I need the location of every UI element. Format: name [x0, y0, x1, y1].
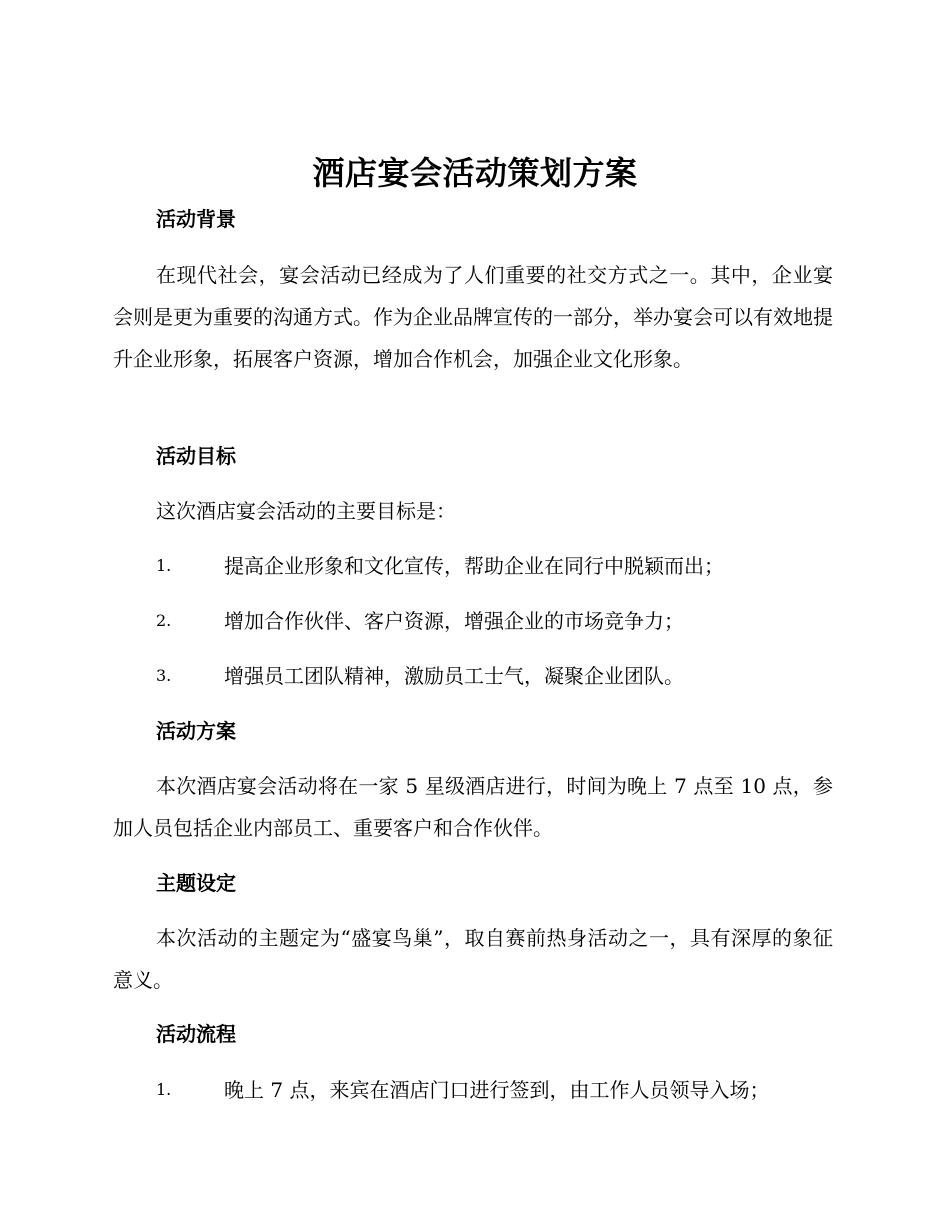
- list-text: 提高企业形象和文化宣传，帮助企业在同行中脱颖而出；: [224, 554, 724, 578]
- list-text: 增强员工团队精神，激励员工士气，凝聚企业团队。: [224, 664, 684, 688]
- list-number: 2.: [156, 611, 172, 630]
- process-list-item: [156, 1075, 856, 1105]
- list-text: 增加合作伙伴、客户资源，增强企业的市场竞争力；: [224, 609, 684, 633]
- list-text: 晚上 7 点，来宾在酒店门口进行签到，由工作人员领导入场；: [224, 1078, 770, 1102]
- document-title: 酒店宴会活动策划方案: [312, 154, 638, 192]
- goal-list-item: [156, 606, 856, 636]
- section-heading-plan: 活动方案: [156, 719, 236, 743]
- goal-list-item: [156, 661, 856, 691]
- section-heading-goals: 活动目标: [156, 444, 236, 468]
- goals-intro: 这次酒店宴会活动的主要目标是：: [156, 499, 456, 523]
- list-number: 3.: [156, 666, 172, 685]
- background-paragraph: 在现代社会，宴会活动已经成为了人们重要的社交方式之一。其中，企业宴会则是更为重要的沟通方式。作为企业品牌宣传的一部分，举办宴会可以有效地提升企业形象，拓展客户资源，增加合作机会，加强企业文化形象。: [113, 263, 833, 371]
- section-heading-process: 活动流程: [156, 1022, 236, 1046]
- plan-paragraph: 本次酒店宴会活动将在一家 5 星级酒店进行，时间为晚上 7 点至 10 点，参加人员包括企业内部员工、重要客户和合作伙伴。: [113, 774, 833, 840]
- goal-list-item: [156, 551, 856, 581]
- section-heading-theme: 主题设定: [156, 871, 236, 895]
- theme-paragraph: 本次活动的主题定为“盛宴鸟巢”，取自赛前热身活动之一，具有深厚的象征意义。: [113, 926, 833, 992]
- section-heading-background: 活动背景: [156, 207, 236, 231]
- list-number: 1.: [156, 1080, 172, 1099]
- list-number: 1.: [156, 556, 172, 575]
